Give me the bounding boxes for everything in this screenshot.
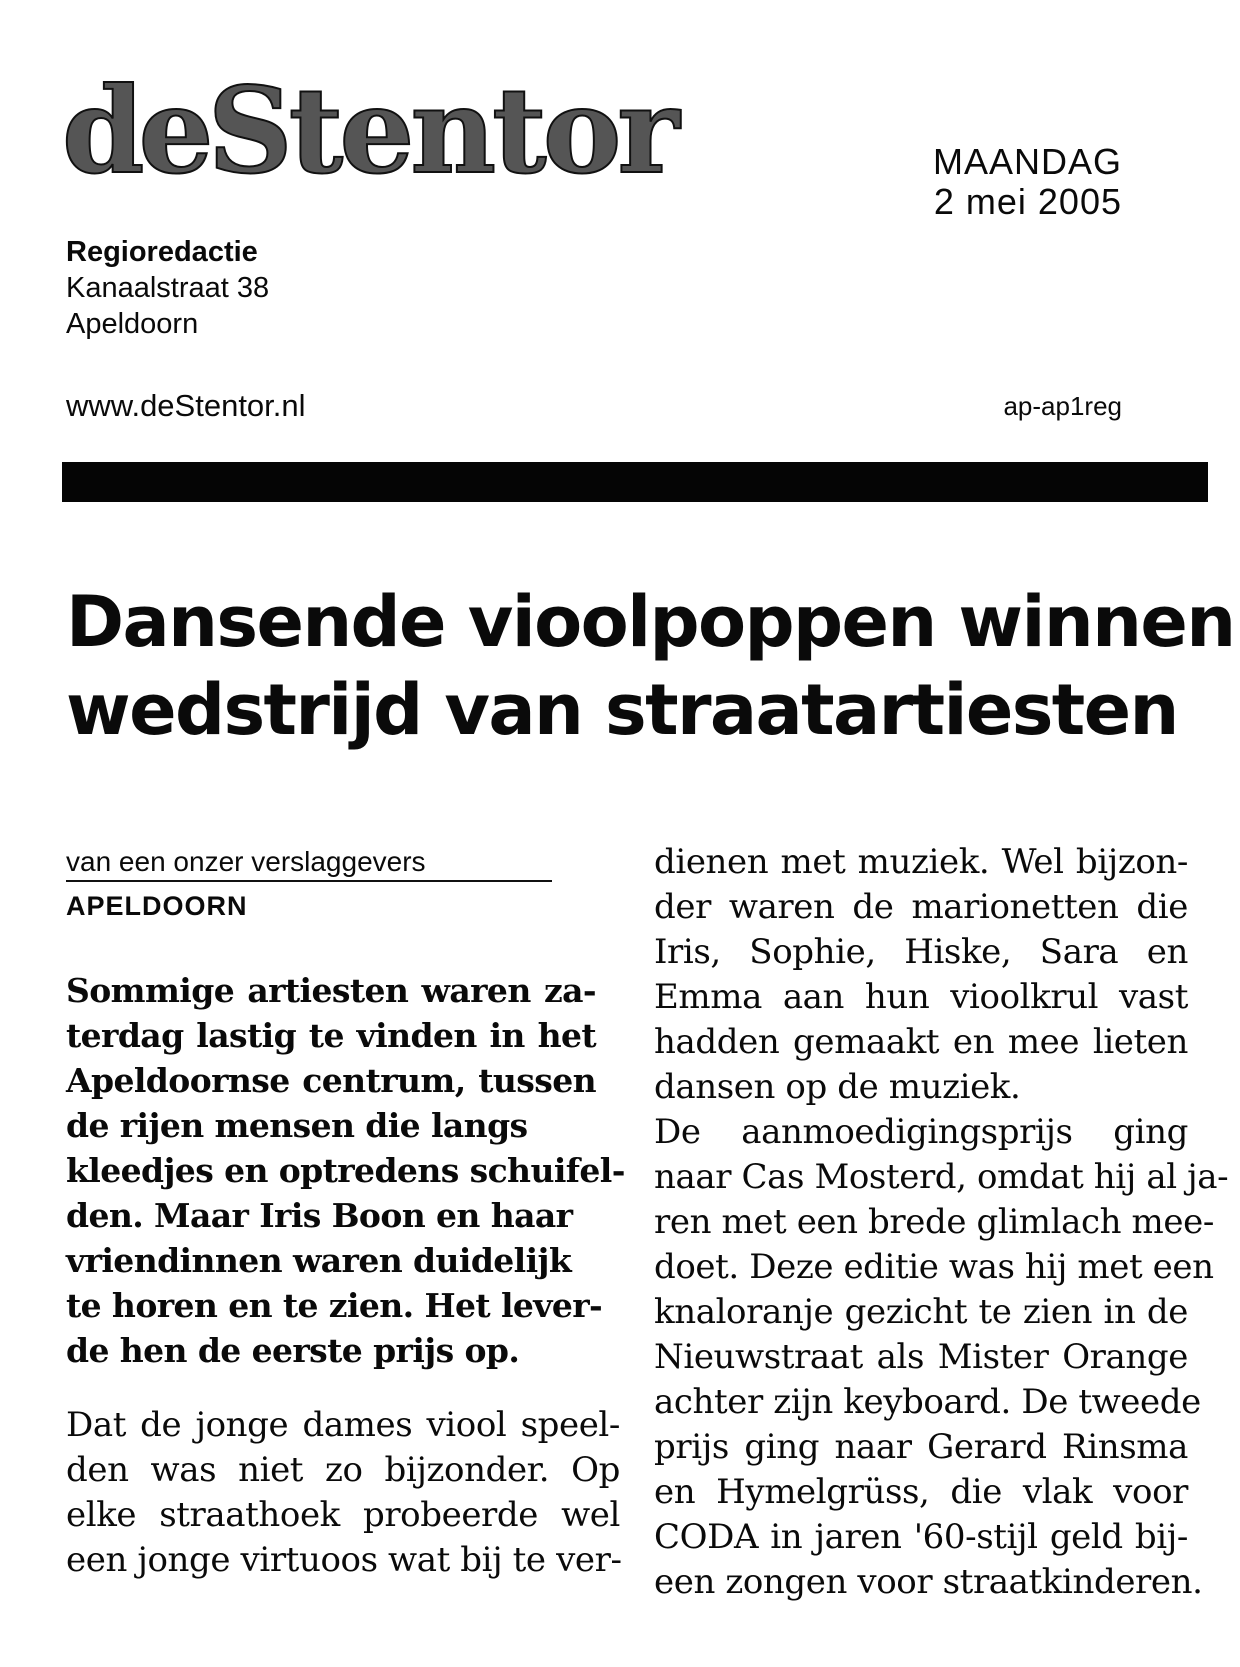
text-line: achter zijn keyboard. De tweede [654,1382,1201,1422]
headline-line: wedstrijd van straatartiesten [66,669,1178,751]
text-line: en Hymelgrüss, die vlak voor [654,1472,1188,1512]
editorial-address [66,234,269,342]
issue-date [933,142,1122,222]
article-dateline: APELDOORN [66,891,248,921]
text-line: een jonge virtuoos wat bij te ver- [66,1540,622,1580]
text-line: de rijen mensen die langs [66,1106,528,1145]
text-line: dienen met muziek. Wel bijzon- [654,842,1188,882]
text-line: Iris, Sophie, Hiske, Sara en [654,932,1188,972]
text-line: doet. Deze editie was hij met een [654,1247,1214,1287]
text-line: Sommige artiesten waren za- [66,971,596,1010]
text-line: Nieuwstraat als Mister Orange [654,1337,1188,1377]
text-line: den was niet zo bijzonder. Op [66,1450,620,1490]
text-line: te horen en te zien. Het lever- [66,1286,603,1325]
article-headline [66,578,1235,754]
article-lead [66,968,625,1373]
website-url: www.deStentor.nl [66,388,306,423]
text-line: de hen de eerste prijs op. [66,1331,520,1370]
text-line: knaloranje gezicht te zien in de [654,1292,1188,1332]
text-line: naar Cas Mosterd, omdat hij al ja- [654,1157,1229,1197]
header-divider-bar [62,462,1208,502]
logo-de: de [62,61,208,200]
text-line: Dat de jonge dames viool speel- [66,1405,620,1445]
address-line: Kanaalstraat 38 [66,272,270,304]
text-line: terdag lastig te vinden in het [66,1016,596,1055]
text-line: ren met een brede glimlach mee- [654,1202,1214,1242]
text-line: prijs ging naar Gerard Rinsma [654,1427,1188,1467]
issue-day: MAANDAG [932,141,1122,182]
text-line: Emma aan hun vioolkrul vast [654,977,1188,1017]
logo-stentor: Stentor [207,61,676,200]
text-line: een zongen voor straatkinderen. [654,1562,1203,1602]
address-line: Regioredactie [66,236,258,268]
text-line: dansen op de muziek. [654,1067,1021,1107]
text-line: der waren de marionetten die [654,887,1188,927]
article-right-column [654,840,1229,1605]
section-code: ap-ap1reg [1003,391,1122,421]
address-line: Apeldoorn [66,308,199,340]
text-line: Apeldoornse centrum, tussen [66,1061,596,1100]
issue-date-text: 2 mei 2005 [933,181,1122,222]
article-byline: van een onzer verslaggevers [66,846,552,882]
text-line: De aanmoedigingsprijs ging [654,1112,1188,1152]
text-line: elke straathoek probeerde wel [66,1495,620,1535]
text-line: den. Maar Iris Boon en haar [66,1196,573,1235]
text-line: CODA in jaren '60-stijl geld bij- [654,1517,1188,1557]
newspaper-logo [62,61,676,200]
text-line: kleedjes en optredens schuifel- [66,1151,625,1190]
text-line: vriendinnen waren duidelijk [66,1241,572,1280]
text-line: hadden gemaakt en mee lieten [654,1022,1188,1062]
headline-line: Dansende vioolpoppen winnen [66,581,1235,663]
article-paragraph [66,1403,620,1583]
